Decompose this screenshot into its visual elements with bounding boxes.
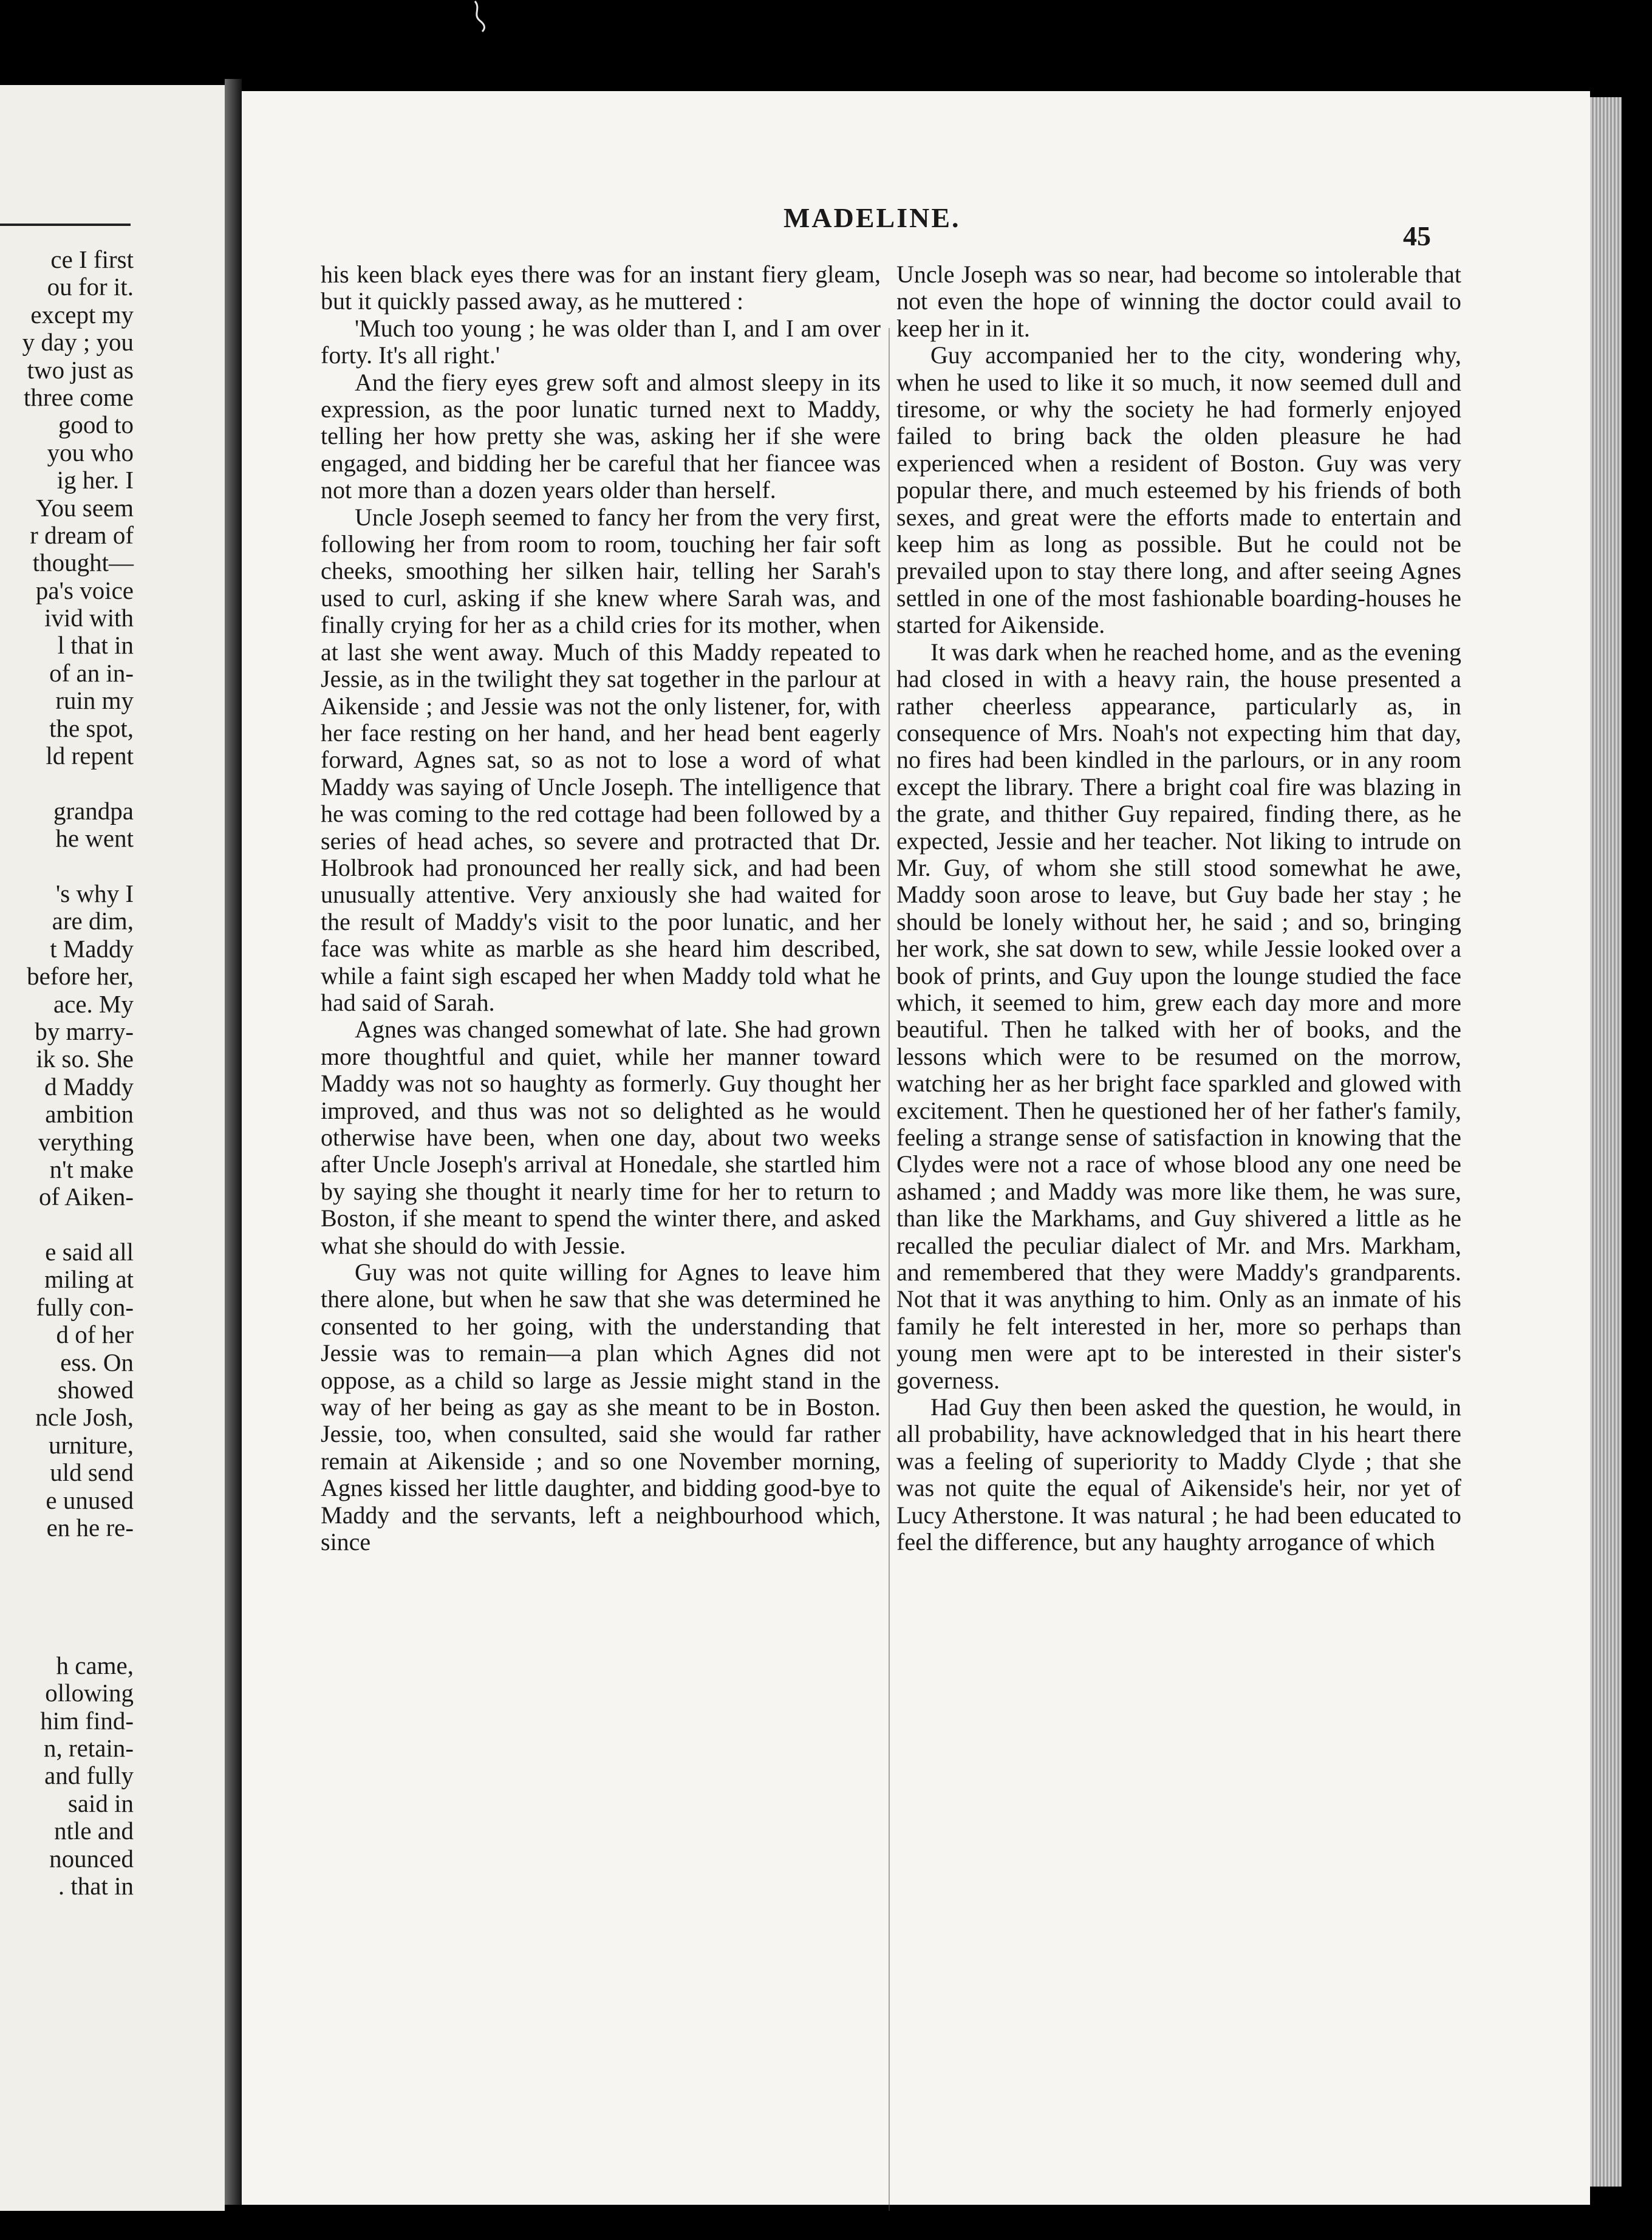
left-fragment-line: of Aiken- bbox=[39, 1183, 134, 1211]
left-fragment-line: urniture, bbox=[48, 1430, 134, 1459]
left-fragment-line: pa's voice bbox=[35, 576, 134, 604]
left-fragment-line: ou for it. bbox=[47, 273, 134, 301]
page-number: 45 bbox=[1403, 220, 1431, 251]
left-fragment-line: two just as bbox=[27, 355, 134, 384]
left-fragment-line: e said all bbox=[45, 1238, 134, 1266]
left-fragment-line: d Maddy bbox=[44, 1072, 134, 1101]
left-page bbox=[0, 85, 225, 2211]
left-fragment-line: l that in bbox=[57, 631, 134, 660]
left-fragment-line: grandpa bbox=[53, 796, 134, 825]
left-fragment-line: ace. My bbox=[53, 989, 134, 1018]
left-fragment-line bbox=[22, 853, 134, 880]
left-fragment-line: ollowing bbox=[45, 1679, 134, 1707]
left-fragment-line: except my bbox=[30, 300, 134, 329]
paragraph: Agnes was changed somewhat of late. She had grown more thoughtful and quiet, while her manner toward Maddy was not so haughty as formerly. Guy thought her improved, and thus was not so delighted as he would otherwise have been, when one day, about two weeks after Uncle Joseph's arrival at Honedale, she startled him by saying she thought it nearly time for her to return to Boston, if she meant to spend the winter there, and asked what she should do with Jessie. bbox=[321, 1016, 881, 1259]
left-fragment-line: nounced bbox=[49, 1844, 134, 1873]
left-fragment-line: d of her bbox=[56, 1320, 134, 1349]
paragraph: It was dark when he reached home, and as the evening had closed in with a heavy rain, the house presented a rather cheerless appearance, particularly as, in consequence of Mrs. Noah's not expecting him that day, no fires had been kindled in the parlours, or in any room except the library. There a bright coal fire was blazing in the grate, and thither Guy repaired, finding there, as he expected, Jessie and her teacher. Not liking to intrude on Mr. Guy, of whom she still stood somewhat he awe, Maddy soon arose to leave, but Guy bade her stay ; he should be lonely without her, he said ; and so, bringing her work, she sat down to sew, while Jessie looked over a book of prints, and Guy upon the lounge studied the face which, it seemed to him, grew each day more and more beautiful. Then he talked with her of books, and the lessons which were to be resumed on the morrow, watching her as her bright face sparkled and glowed with excitement. Then he questioned her of her father's family, feeling a strange sense of satisfaction in knowing that the Clydes were not a race of whose blood any one need be ashamed ; and Maddy was more like them, he was sure, than like the Markhams, and Guy shivered a little as he recalled the peculiar dialect of Mr. and Mrs. Markham, and remembered that they were Maddy's grandparents. Not that it was anything to him. Only as an inmate of his family he felt interested in her, more so perhaps than young men were apt to be interested in their sister's governess. bbox=[896, 638, 1461, 1394]
left-fragment-line: en he re- bbox=[46, 1513, 134, 1542]
left-fragment-line: . that in bbox=[58, 1872, 134, 1900]
left-fragment-line: ik so. She bbox=[36, 1045, 134, 1073]
left-fragment-line bbox=[22, 1542, 134, 1569]
left-fragment-line bbox=[22, 1625, 134, 1652]
left-fragment-line: ambition bbox=[45, 1100, 134, 1129]
paragraph: his keen black eyes there was for an instant fiery gleam, but it quickly passed away, as he muttered : bbox=[321, 261, 881, 315]
column-divider bbox=[889, 328, 890, 2211]
left-fragment-line: and fully bbox=[44, 1761, 134, 1790]
left-fragment-line: are dim, bbox=[52, 907, 134, 935]
text-column-right bbox=[896, 261, 1461, 1556]
page-edges bbox=[1590, 97, 1622, 2187]
left-fragment-line: good to bbox=[58, 411, 134, 439]
left-fragment-line: of an in- bbox=[49, 658, 134, 687]
left-fragment-line: he went bbox=[55, 824, 134, 853]
book-gutter bbox=[225, 79, 242, 2205]
left-fragment-line: ruin my bbox=[55, 686, 134, 715]
left-fragment-line: 's why I bbox=[55, 879, 134, 907]
left-fragment-line: the spot, bbox=[49, 714, 134, 742]
left-fragment-line: fully con- bbox=[36, 1292, 134, 1321]
running-title: MADELINE. bbox=[783, 202, 961, 233]
left-fragment-line: You seem bbox=[36, 493, 134, 522]
left-fragment-line: ntle and bbox=[54, 1817, 134, 1845]
left-fragment-line bbox=[22, 1569, 134, 1597]
left-fragment-line: miling at bbox=[44, 1265, 134, 1294]
left-fragment-line: showed bbox=[57, 1376, 134, 1404]
paragraph: Had Guy then been asked the question, he would, in all probability, have acknowledged that in his heart there was a feeling of superiority to Maddy Clyde ; that she was not quite the equal of Aikenside's heir, nor yet of Lucy Atherstone. It was natural ; he had been educated to feel the difference, but any haughty arrogance of which bbox=[896, 1393, 1461, 1556]
text-column-left bbox=[321, 261, 881, 1556]
left-fragment-line: n, retain- bbox=[44, 1734, 134, 1763]
paragraph: Uncle Joseph was so near, had become so intolerable that not even the hope of winning the doctor could avail to keep her in it. bbox=[896, 261, 1461, 342]
left-fragment-line: uld send bbox=[50, 1458, 134, 1487]
left-fragment-line: him find- bbox=[40, 1706, 134, 1735]
left-fragment-line: y day ; you bbox=[22, 328, 134, 357]
left-fragment-line: three come bbox=[24, 383, 134, 411]
left-fragment-line: e unused bbox=[46, 1486, 134, 1514]
pencil-mark bbox=[471, 0, 490, 33]
left-fragment-line: ivid with bbox=[44, 604, 134, 632]
left-fragment-line: t Maddy bbox=[50, 934, 134, 963]
left-fragment-line: ld repent bbox=[46, 742, 134, 770]
left-fragment-line: r dream of bbox=[30, 521, 134, 549]
paragraph: Guy accompanied her to the city, wondering why, when he used to like it so much, it now seemed dull and tiresome, or why the society he had formerly enjoyed failed to bring back the olden pleasure he had experienced when a resident of Boston. Guy was very popular there, and much esteemed by his friends of both sexes, and great were the efforts made to entertain and keep him as long as possible. But he could not be prevailed upon to stay there long, and after seeing Agnes settled in one of the most fashionable boarding-houses he started for Aikenside. bbox=[896, 341, 1461, 639]
left-fragment-line: ess. On bbox=[60, 1348, 134, 1376]
left-fragment-line: by marry- bbox=[35, 1017, 134, 1045]
left-fragment-line: ig her. I bbox=[56, 466, 134, 494]
left-fragment-line: said in bbox=[67, 1789, 134, 1817]
paragraph: Guy was not quite willing for Agnes to leave him there alone, but when he saw that she was determined he consented to her going, with the understanding that Jessie was to remain—a plan which Agnes did not oppose, as a child so large as Jessie might stand in the way of her being as gay as she meant to be in Boston. Jessie, too, when consulted, said she would far rather remain at Aikenside ; and so one November morning, Agnes kissed her little daughter, and bidding good-bye to Maddy and the servants, left a neighbourhood which, since bbox=[321, 1258, 881, 1556]
left-fragment-line bbox=[22, 1597, 134, 1624]
left-fragment-line bbox=[22, 770, 134, 797]
paragraph: And the fiery eyes grew soft and almost sleepy in its expression, as the poor lunatic turned next to Maddy, telling her how pretty she was, asking her if she were engaged, and bidding her be careful that her fiancee was not more than a dozen years older than herself. bbox=[321, 368, 881, 504]
left-fragment-line: thought— bbox=[32, 548, 134, 577]
paragraph: Uncle Joseph seemed to fancy her from the very first, following her from room to room, touching her fair soft cheeks, smoothing her silken hair, telling her Sarah's used to curl, asking if she knew where Sarah was, and finally crying for her as a child cries for its mother, when at last she went away. Much of this Maddy repeated to Jessie, as in the twilight they sat together in the parlour at Aikenside ; and Jessie was not the only listener, for, with her face resting on her hand, and her head bent eagerly forward, Agnes sat, so as not to lose a word of what Maddy was saying of Uncle Joseph. The intelligence that he was coming to the red cottage had been followed by a series of head aches, so severe and protracted that Dr. Holbrook had pronounced her really sick, and had been unusually attentive. Very anxiously she had waited for the result of Maddy's visit to the poor lunatic, and her face was white as marble as she heard him described, while a faint sigh escaped her when Maddy told what he had said of Sarah. bbox=[321, 503, 881, 1016]
left-fragment-line bbox=[22, 1211, 134, 1238]
left-fragment-line: you who bbox=[47, 438, 134, 466]
left-page-text bbox=[22, 246, 134, 1900]
left-fragment-line: verything bbox=[38, 1127, 134, 1156]
left-fragment-line: ncle Josh, bbox=[35, 1403, 134, 1432]
left-fragment-line: ce I first bbox=[50, 245, 134, 273]
left-fragment-line: before her, bbox=[27, 962, 134, 991]
left-fragment-line: h came, bbox=[56, 1651, 134, 1679]
left-fragment-line: n't make bbox=[49, 1155, 134, 1183]
left-page-rule bbox=[0, 224, 131, 226]
paragraph: 'Much too young ; he was older than I, and I am over forty. It's all right.' bbox=[321, 314, 881, 369]
